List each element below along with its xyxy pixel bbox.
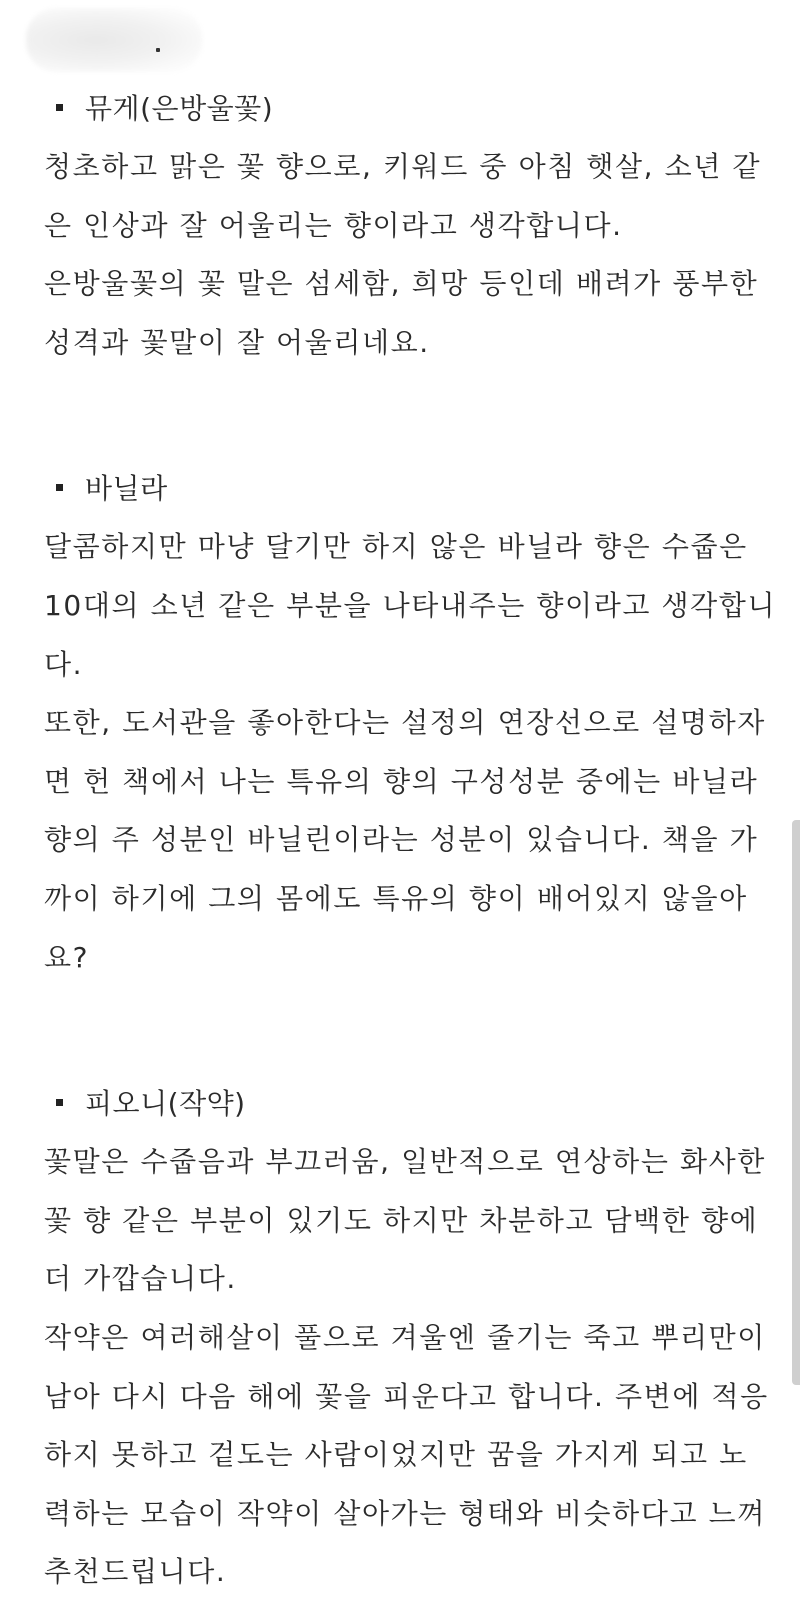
paragraph-line: 꽃 향 같은 부분이 있기도 하지만 차분하고 담백한 향에 — [44, 1203, 759, 1237]
paragraph-line: 달콤하지만 마냥 달기만 하지 않은 바닐라 향은 수줍은 — [44, 530, 748, 564]
paragraph-line: 하지 못하고 겉도는 사람이었지만 꿈을 가지게 되고 노 — [44, 1438, 748, 1472]
paragraph-line: 꽃말은 수줍음과 부끄러움, 일반적으로 연상하는 화사한 — [44, 1145, 766, 1179]
section-peony — [44, 1071, 784, 1602]
section-muguet — [44, 76, 784, 372]
section-heading — [44, 456, 784, 518]
paragraph-line: 향의 주 성분인 바닐린이라는 성분이 있습니다. 책을 가 — [44, 823, 759, 857]
paragraph-line: 다. — [44, 647, 84, 681]
scrollbar[interactable] — [792, 820, 800, 1385]
paragraph-line: 추천드립니다. — [44, 1555, 227, 1589]
paragraph-line: 10대의 소년 같은 부분을 나타내주는 향이라고 생각합니 — [44, 588, 777, 622]
paragraph-line: 요? — [44, 940, 90, 974]
paragraph-line: 작약은 여러해살이 풀으로 겨울엔 줄기는 죽고 뿌리만이 — [44, 1320, 766, 1354]
paragraph-line: 더 가깝습니다. — [44, 1262, 237, 1296]
paragraph-line: 남아 다시 다음 해에 꽃을 피운다고 합니다. 주변에 적응 — [44, 1379, 769, 1413]
blurred-avatar — [26, 8, 202, 72]
paragraph-line: 은 인상과 잘 어울리는 향이라고 생각합니다. — [44, 208, 623, 242]
section-title: 바닐라 — [85, 472, 168, 506]
section-title: 뮤게(은방울꽃) — [85, 92, 274, 125]
section-vanilla — [44, 456, 784, 987]
section-heading — [44, 76, 784, 138]
bullet-icon — [56, 104, 63, 111]
paragraph-line: 력하는 모습이 작약이 살아가는 형태와 비슷하다고 느껴 — [44, 1496, 766, 1530]
paragraph-line: 까이 하기에 그의 몸에도 특유의 향이 배어있지 않을아 — [44, 881, 748, 915]
post-body — [44, 76, 784, 1602]
paragraph-line: 면 헌 책에서 나는 특유의 향의 구성성분 중에는 바닐라 — [44, 764, 759, 798]
bullet-icon — [56, 1099, 63, 1106]
bullet-icon — [56, 484, 63, 491]
paragraph-line: 성격과 꽃말이 잘 어울리네요. — [44, 325, 430, 359]
section-heading — [44, 1071, 784, 1133]
paragraph-line: 은방울꽃의 꽃 말은 섬세함, 희망 등인데 배려가 풍부한 — [44, 267, 759, 301]
blurred-dot — [156, 48, 160, 52]
section-title: 피오니(작약) — [85, 1087, 246, 1121]
paragraph-line: 청초하고 맑은 꽃 향으로, 키워드 중 아침 햇살, 소년 같 — [44, 150, 762, 183]
paragraph-line: 또한, 도서관을 좋아한다는 설정의 연장선으로 설명하자 — [44, 706, 766, 740]
